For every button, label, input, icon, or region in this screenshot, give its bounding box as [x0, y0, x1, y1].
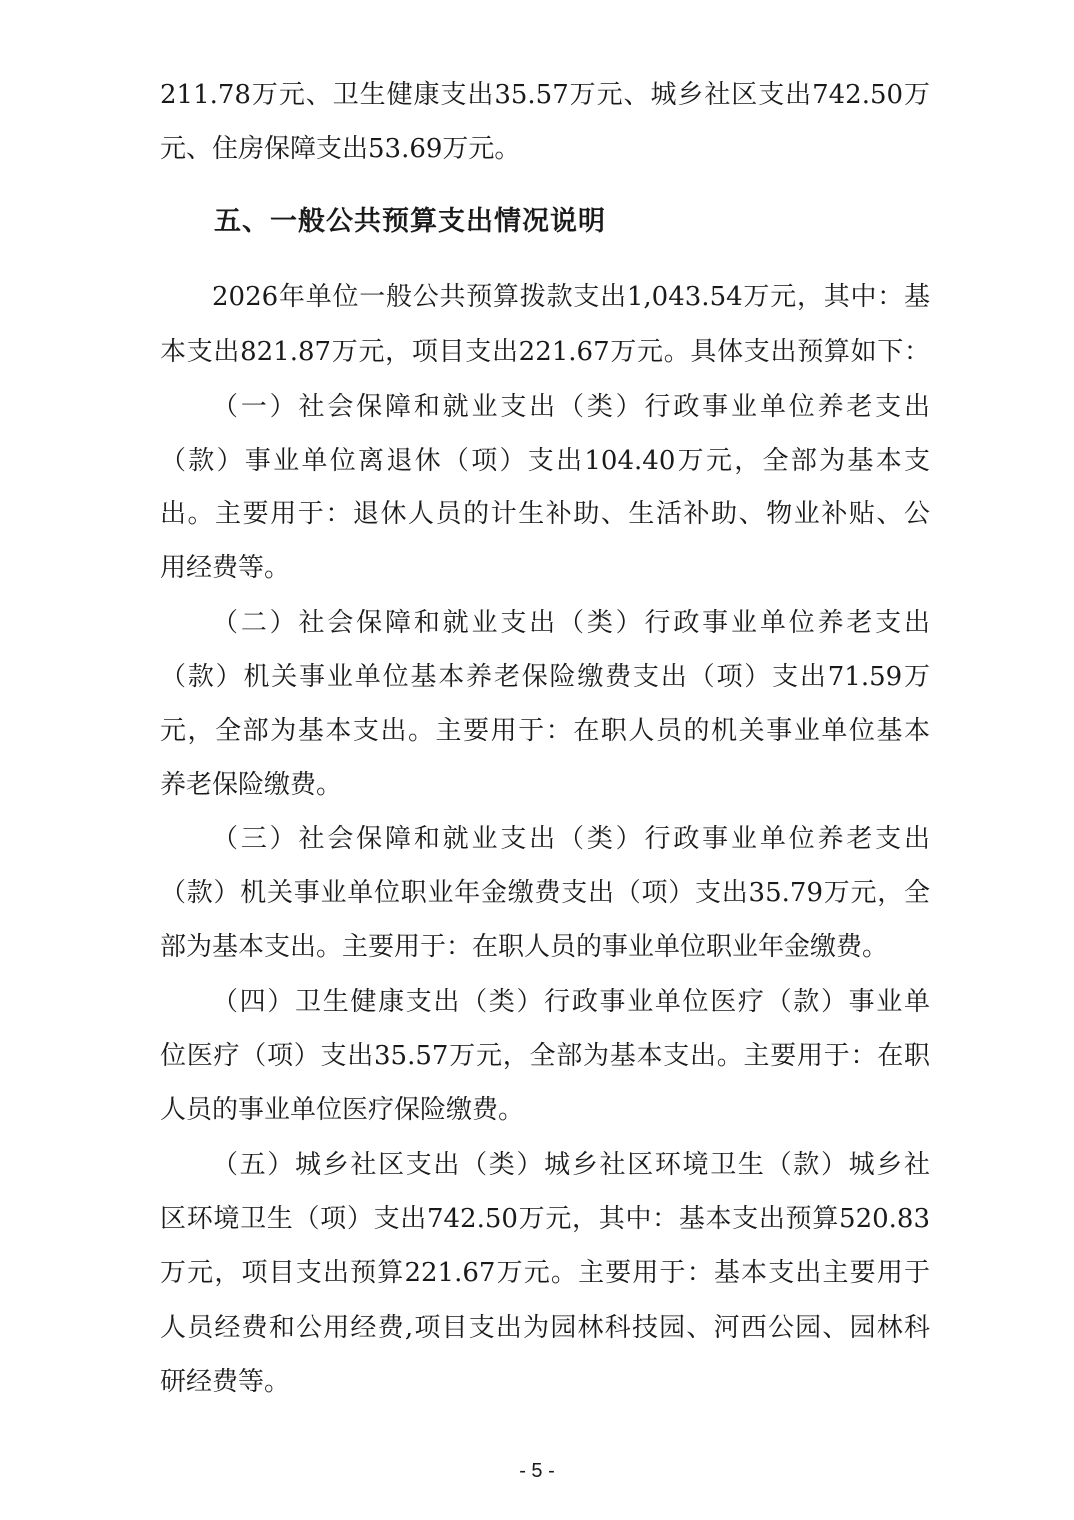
text-line: 万元，项目支出预算221.67万元。主要用于：基本支出主要用于 — [160, 1258, 930, 1288]
text-line: 位医疗（项）支出35.57万元，全部为基本支出。主要用于：在职 — [160, 1041, 930, 1071]
text-line: 2026年单位一般公共预算拨款支出1,043.54万元，其中：基 — [212, 282, 930, 312]
text-line: 211.78万元、卫生健康支出35.57万元、城乡社区支出742.50万 — [160, 80, 930, 110]
text-line: 出。主要用于：退休人员的计生补助、生活补助、物业补贴、公 — [160, 499, 930, 529]
text-line: 用经费等。 — [160, 553, 291, 583]
text-line: 养老保险缴费。 — [160, 770, 343, 800]
text-line: 人员经费和公用经费,项目支出为园林科技园、河西公园、园林科 — [160, 1313, 930, 1343]
page-number: - 5 - — [519, 1460, 555, 1482]
text-line: （五）城乡社区支出（类）城乡社区环境卫生（款）城乡社 — [212, 1150, 930, 1180]
text-line: （一）社会保障和就业支出（类）行政事业单位养老支出 — [212, 392, 930, 422]
text-line: 元、住房保障支出53.69万元。 — [160, 134, 521, 164]
text-line: 本支出821.87万元，项目支出221.67万元。具体支出预算如下： — [160, 337, 930, 367]
text-line: 人员的事业单位医疗保险缴费。 — [160, 1095, 525, 1125]
text-line: （款）事业单位离退休（项）支出104.40万元，全部为基本支 — [160, 446, 930, 476]
text-line: （四）卫生健康支出（类）行政事业单位医疗（款）事业单 — [212, 987, 930, 1017]
text-line: 元，全部为基本支出。主要用于：在职人员的机关事业单位基本 — [160, 716, 930, 746]
text-line: 区环境卫生（项）支出742.50万元，其中：基本支出预算520.83 — [160, 1204, 930, 1234]
section-heading: 五、一般公共预算支出情况说明 — [214, 206, 606, 237]
text-line: （款）机关事业单位基本养老保险缴费支出（项）支出71.59万 — [160, 662, 930, 692]
text-line: （二）社会保障和就业支出（类）行政事业单位养老支出 — [212, 608, 930, 638]
text-line: （款）机关事业单位职业年金缴费支出（项）支出35.79万元，全 — [160, 878, 930, 908]
text-line: （三）社会保障和就业支出（类）行政事业单位养老支出 — [212, 824, 930, 854]
text-line: 研经费等。 — [160, 1367, 291, 1397]
text-line: 部为基本支出。主要用于：在职人员的事业单位职业年金缴费。 — [160, 932, 889, 962]
